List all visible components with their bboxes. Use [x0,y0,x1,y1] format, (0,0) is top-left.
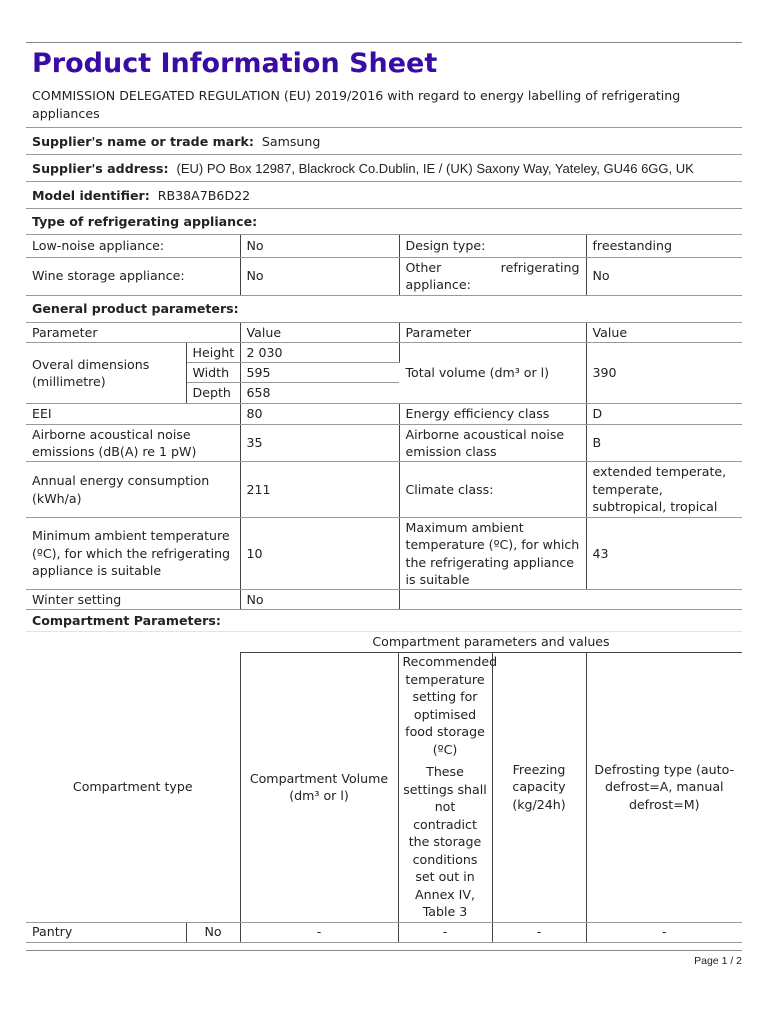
other-appliance-value: No [586,257,742,295]
col-defrosting-type: Defrosting type (auto-defrost=A, manual defrost=M) [586,652,742,922]
energy-class-value: D [586,404,742,425]
height-label: Height [186,343,240,363]
col-compartment-type: Compartment type [26,652,240,922]
other-appliance-label: Other refrigerating appliance: [399,257,586,295]
wine-storage-value: No [240,257,399,295]
max-temp-value: 43 [586,518,742,590]
pantry-present: No [186,922,240,942]
dimensions-label: Overal dimensions (millimetre) [26,343,186,404]
height-value: 2 030 [240,343,399,363]
header-value-2: Value [586,323,742,343]
pantry-defrost: - [586,922,742,942]
min-temp-label: Minimum ambient temperature (ºC), for which the refrigerating appliance is suitable [26,518,240,590]
eei-label: EEI [26,404,240,425]
winter-setting-label: Winter setting [26,590,240,610]
noise-class-label: Airborne acoustical noise emission class [399,425,586,462]
col-recommended-temp [398,652,498,922]
regulation-text: COMMISSION DELEGATED REGULATION (EU) 2019/2016 with regard to energy labelling of refrigerating appliances [26,85,742,128]
compartment-section-heading: Compartment Parameters: [26,610,742,632]
model-row [26,182,742,209]
col-compartment-volume: Compartment Volume (dm³ or l) [240,652,398,922]
depth-value: 658 [240,383,399,404]
noise-label: Airborne acoustical noise emissions (dB(A) re 1 pW) [26,425,240,462]
total-volume-value: 390 [586,343,742,404]
supplier-address-value: (EU) PO Box 12987, Blackrock Co.Dublin, IE / (UK) Saxony Way, Yateley, GU46 6GG, UK [176,160,694,176]
annual-energy-label: Annual energy consumption (kWh/a) [26,462,240,518]
empty-cell [399,590,742,610]
header-value: Value [240,323,399,343]
design-type-label: Design type: [399,235,586,257]
type-table [26,235,742,296]
supplier-name-row [26,128,742,155]
page-title: Product Information Sheet [32,48,438,79]
general-table [26,323,742,611]
model-label: Model identifier: [32,187,150,203]
pantry-volume: - [240,922,398,942]
pantry-label: Pantry [26,922,186,942]
header-parameter-2: Parameter [399,323,586,343]
page-number: Page 1 / 2 [694,955,742,967]
width-label: Width [186,363,240,383]
noise-value: 35 [240,425,399,462]
supplier-name-label: Supplier's name or trade mark: [32,133,254,149]
climate-class-label: Climate class: [399,462,586,518]
model-value: RB38A7B6D22 [157,187,251,203]
energy-class-label: Energy efficiency class [399,404,586,425]
noise-class-value: B [586,425,742,462]
max-temp-label: Maximum ambient temperature (ºC), for which the refrigerating appliance is suitable [399,518,586,590]
supplier-address-row [26,155,742,182]
pantry-temp: - [398,922,492,942]
climate-class-value: extended temperate, temperate, subtropical, tropical [586,462,742,518]
low-noise-value: No [240,235,399,257]
header-parameter: Parameter [26,323,240,343]
eei-value: 80 [240,404,399,425]
wine-storage-label: Wine storage appliance: [26,257,240,295]
supplier-name-value: Samsung [261,133,321,149]
col-freezing-capacity: Freezing capacity (kg/24h) [492,652,586,922]
supplier-address-label: Supplier's address: [32,160,169,176]
depth-label: Depth [186,383,240,404]
winter-setting-value: No [240,590,399,610]
width-value: 595 [240,363,399,383]
min-temp-value: 10 [240,518,399,590]
annual-energy-value: 211 [240,462,399,518]
product-sheet [26,42,742,943]
col-temp-setting: Recommended temperature setting for optimised food storage (ºC) [402,654,498,757]
total-volume-label: Total volume (dm³ or l) [399,343,586,404]
type-section-heading: Type of refrigerating appliance: [26,209,742,235]
compartment-group-header: Compartment parameters and values [240,632,742,652]
low-noise-label: Low-noise appliance: [26,235,240,257]
page-footer [26,950,742,967]
general-section-heading: General product parameters: [26,296,742,323]
design-type-value: freestanding [586,235,742,257]
compartment-table [26,632,742,943]
pantry-freezing: - [492,922,586,942]
col-temp-note: These settings shall not contradict the storage conditions set out in Annex IV, Table 3 [403,764,487,920]
